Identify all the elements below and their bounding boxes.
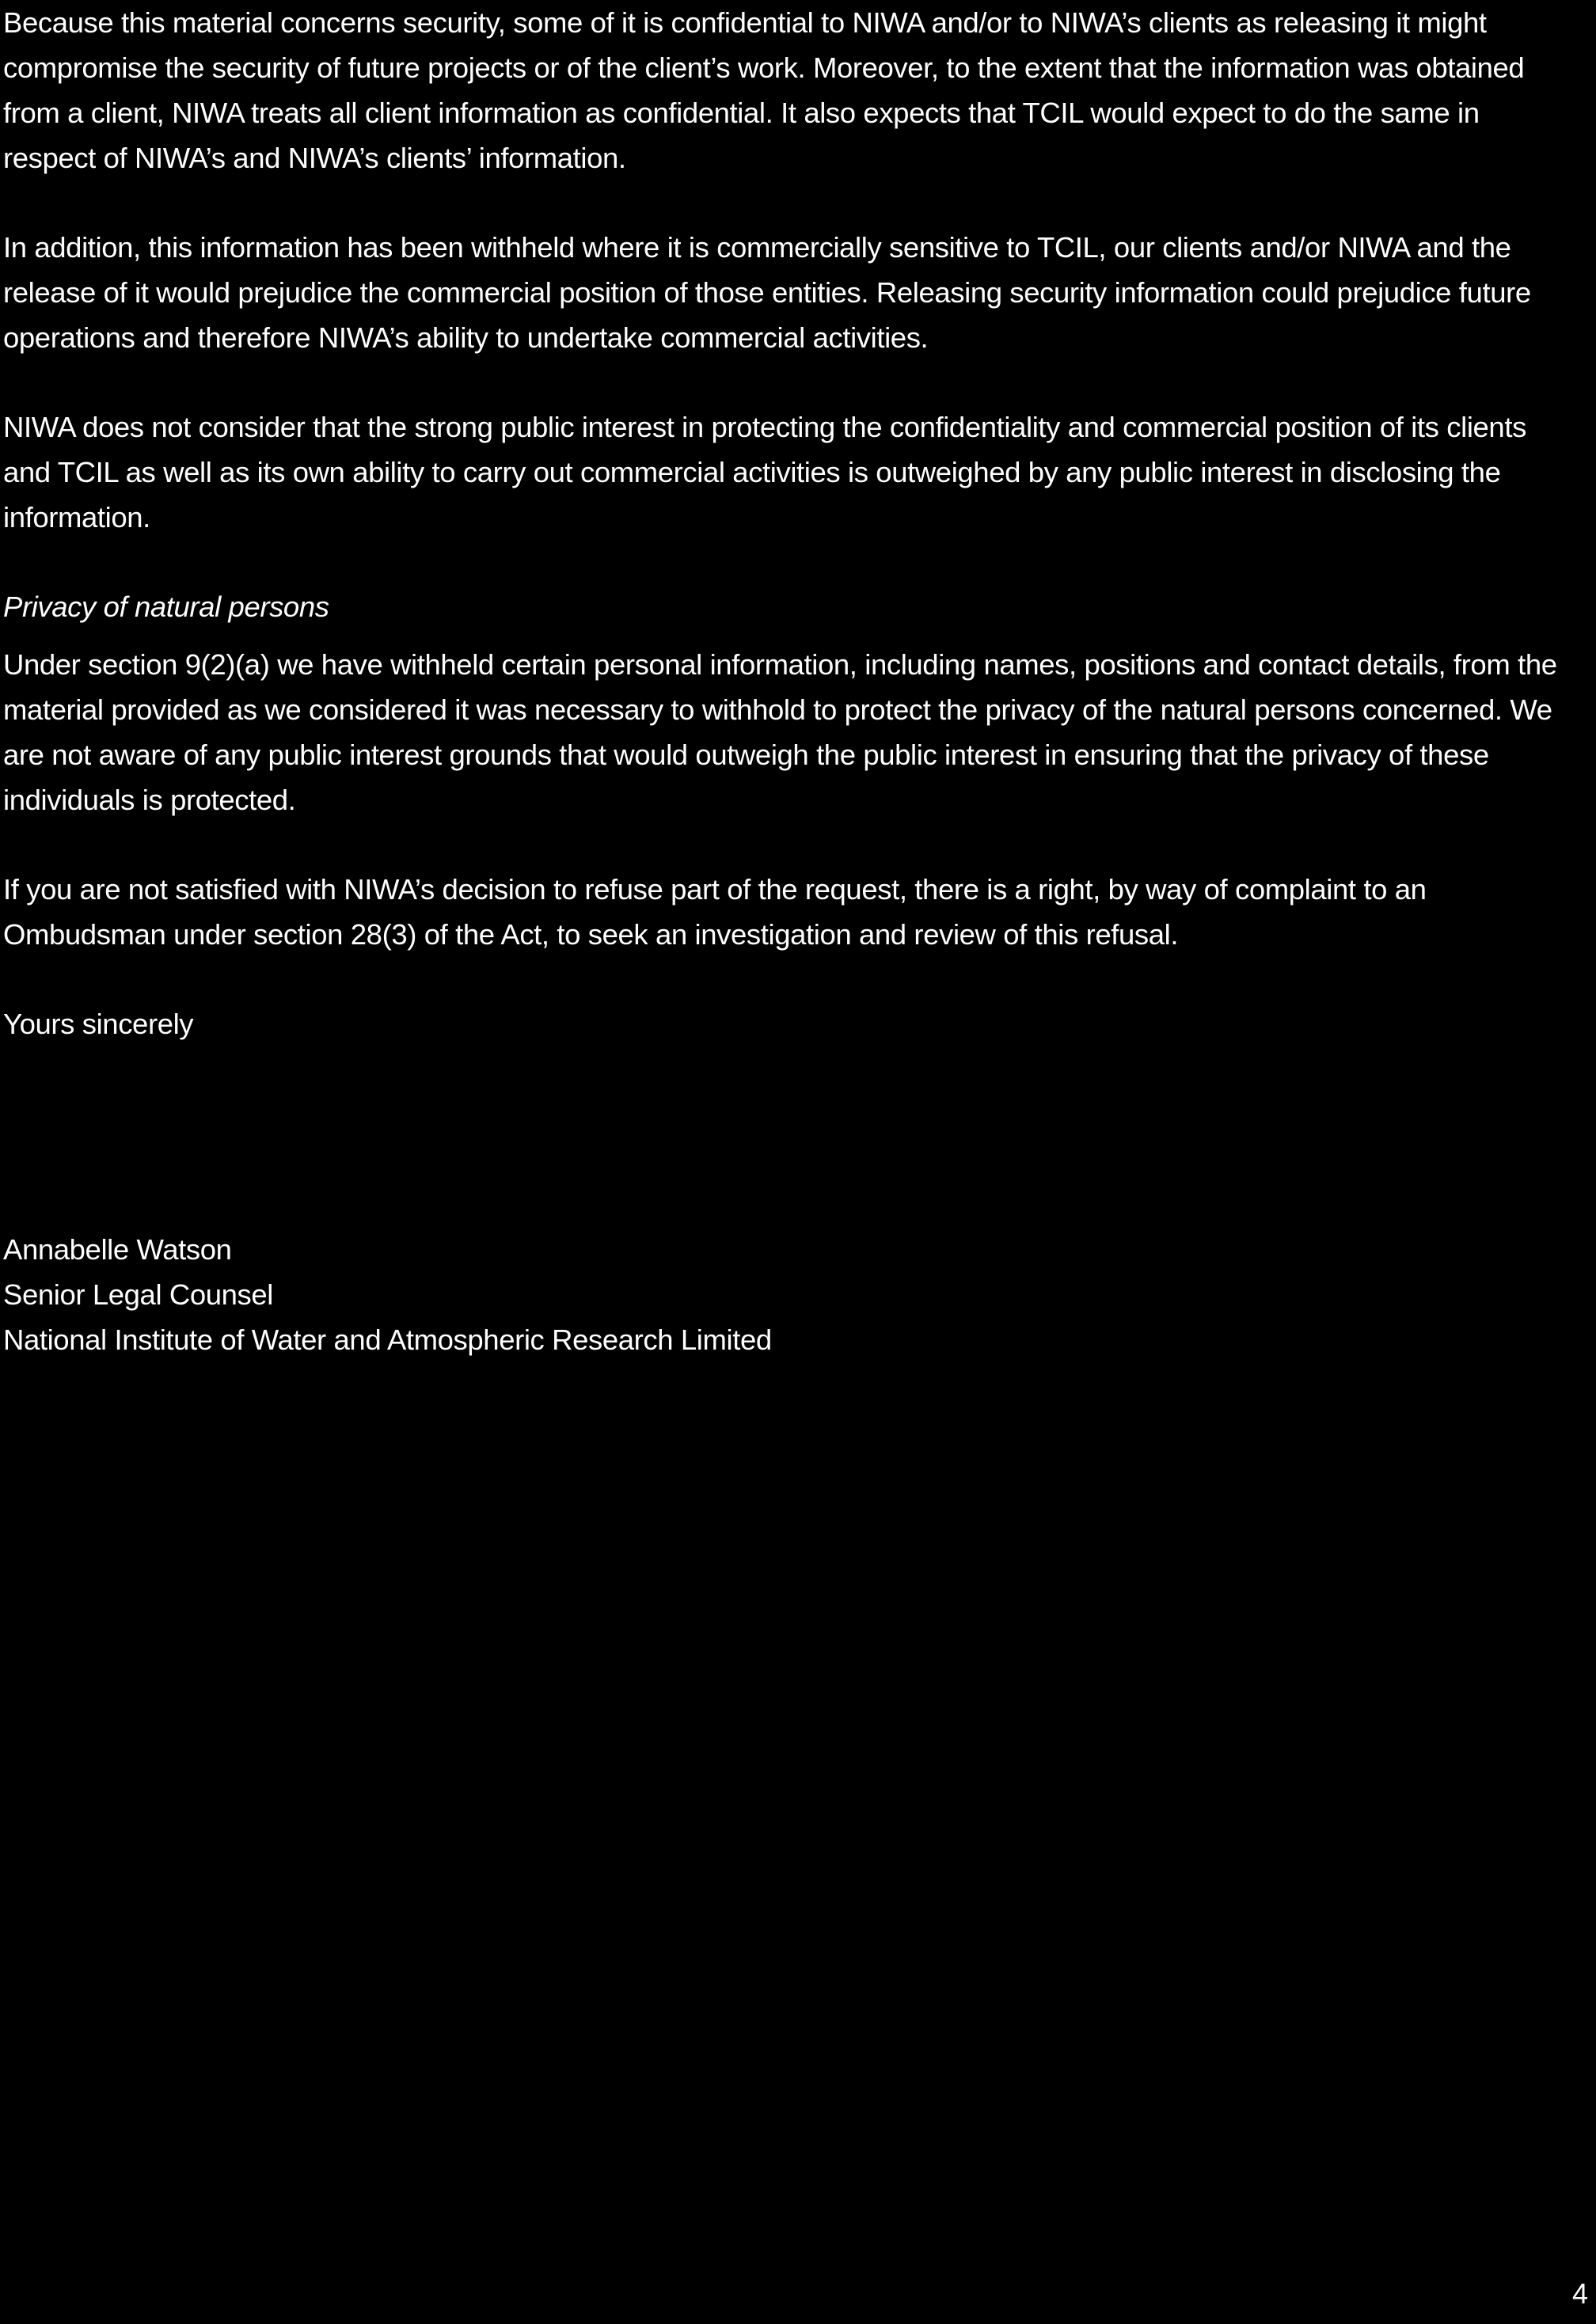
page-number: 4	[1571, 2277, 1588, 2310]
signatory-name: Annabelle Watson	[3, 1233, 232, 1266]
section-heading-privacy: Privacy of natural persons	[3, 590, 329, 623]
paragraph-public-interest: NIWA does not consider that the strong public interest in protecting the confidentiality and commercial position of its clients and TCIL as well as its own ability to carry out commercial activities is outweighed by any public interest in disclosing the information.	[3, 411, 1526, 534]
paragraph-commercial: In addition, this information has been withheld where it is commercially sensitive to TCIL, our clients and/or NIWA and the release of it would prejudice the commercial position of those entities. Releasing security information could prejudice future operations and therefore NIWA’s ability to undertake commercial activities.	[3, 231, 1531, 354]
signature-block	[3, 1227, 1579, 1362]
closing-salutation: Yours sincerely	[3, 1008, 194, 1040]
paragraph-ombudsman: If you are not satisfied with NIWA’s decision to refuse part of the request, there is a right, by way of complaint to an Ombudsman under section 28(3) of the Act, to seek an investigation and review of this refusal.	[3, 873, 1427, 951]
paragraph-privacy: Under section 9(2)(a) we have withheld certain personal information, including names, positions and contact details, from the material provided as we considered it was necessary to withhold to protect the privacy of the natural persons concerned. We are not aware of any public interest grounds that would outweigh the public interest in ensuring that the privacy of these individuals is protected.	[3, 648, 1557, 816]
signatory-title: Senior Legal Counsel	[3, 1278, 274, 1311]
signatory-organisation: National Institute of Water and Atmospheric Research Limited	[3, 1323, 772, 1356]
letter-body	[3, 0, 1579, 1362]
paragraph-security: Because this material concerns security, some of it is confidential to NIWA and/or to NIWA’s clients as releasing it might compromise the security of future projects or of the client’s work. Moreover, to the extent that the information was obtained from a client, NIWA treats all client information as confidential. It also expects that TCIL would expect to do the same in respect of NIWA’s and NIWA’s clients’ information.	[3, 6, 1525, 174]
